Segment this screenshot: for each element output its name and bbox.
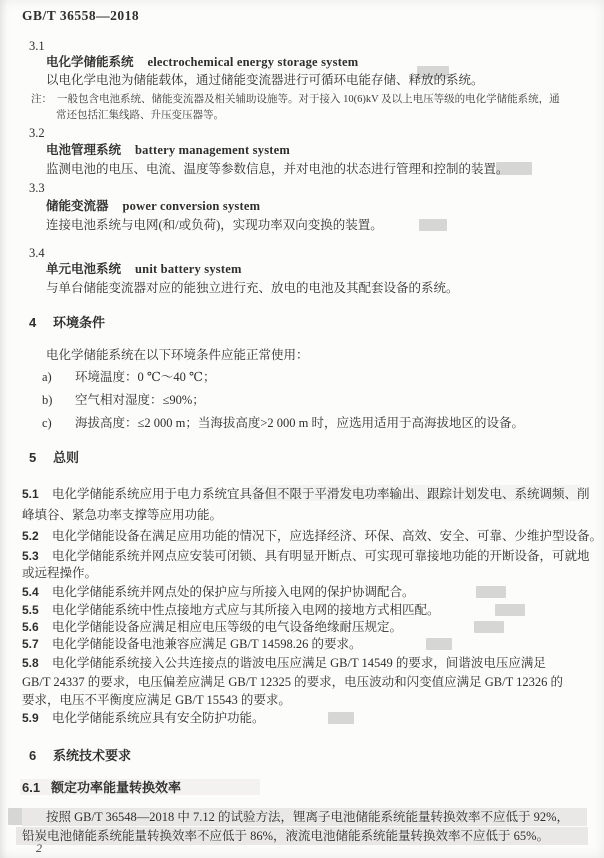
env-item-a-label: a) xyxy=(42,370,52,384)
term-3-2-title-zh: 电池管理系统 xyxy=(46,143,122,157)
para-5-8-line-3: 要求，电压不平衡度应满足 GB/T 15543 的要求。 xyxy=(22,693,291,707)
env-item-b-text: 空气相对湿度：≤90%； xyxy=(75,393,205,407)
scan-smudge xyxy=(426,638,452,650)
para-5-3-line-2: 或远程操作。 xyxy=(22,566,98,580)
clause-6-1-number: 6.1 xyxy=(22,780,41,795)
doc-code: GB/T 36558—2018 xyxy=(22,8,140,23)
term-3-3-number: 3.3 xyxy=(29,181,45,195)
clause-4-intro: 电化学储能系统在以下环境条件应能正常使用： xyxy=(46,348,309,362)
para-5-3-number: 5.3 xyxy=(22,549,39,563)
scan-smudge xyxy=(495,604,525,616)
scan-smudge xyxy=(419,219,447,231)
para-5-9-number: 5.9 xyxy=(22,711,39,725)
scan-edge-shadow xyxy=(0,0,7,858)
term-3-1-title-en: electrochemical energy storage system xyxy=(147,55,359,69)
env-item-c-label: c) xyxy=(42,416,52,430)
clause-6-title: 系统技术要求 xyxy=(53,748,132,763)
clause-6-number: 6 xyxy=(29,748,37,763)
para-5-9-text: 电化学储能系统应具有安全防护功能。 xyxy=(52,711,265,725)
para-5-2-number: 5.2 xyxy=(22,529,39,543)
term-3-1-definition: 以电化学电池为储能载体，通过储能变流器进行可循环电能存储、释放的系统。 xyxy=(46,73,484,87)
para-5-4-number: 5.4 xyxy=(22,585,39,599)
env-item-b xyxy=(42,393,205,408)
page-number: 2 xyxy=(36,841,42,855)
term-3-3-title-en: power conversion system xyxy=(122,199,261,213)
para-5-8-number: 5.8 xyxy=(22,656,39,670)
scan-smudge xyxy=(328,712,354,724)
para-5-2-line-1 xyxy=(22,529,602,544)
para-6-1-line-2: 铅炭电池储能系统能量转换效率不应低于 86%，液流电池储能系统能量转换效率不应低于 65%。 xyxy=(22,829,550,843)
clause-6-1-heading xyxy=(22,780,181,795)
term-3-2-number: 3.2 xyxy=(29,126,45,140)
para-5-5-text: 电化学储能系统中性点接地方式应与其所接入电网的接地方式相匹配。 xyxy=(52,603,440,617)
term-3-4-title-en: unit battery system xyxy=(135,262,242,276)
term-3-3-definition: 连接电池系统与电网(和/或负荷)，实现功率双向变换的装置。 xyxy=(46,218,383,232)
term-3-3-title-zh: 储能变流器 xyxy=(46,199,109,213)
term-3-1-note-line-2: 常还包括汇集线路、升压变压器等。 xyxy=(56,110,224,121)
para-5-6-text: 电化学储能设备应满足相应电压等级的电气设备绝缘耐压规定。 xyxy=(52,620,403,634)
para-5-1-number: 5.1 xyxy=(22,487,39,501)
term-3-4-title-zh: 单元电池系统 xyxy=(46,262,122,276)
para-5-1-line-1 xyxy=(22,487,590,502)
clause-6-1-title: 额定功率能量转换效率 xyxy=(51,780,182,795)
term-3-1-note-line-1 xyxy=(31,92,560,107)
env-item-b-label: b) xyxy=(42,393,53,407)
clause-4-number: 4 xyxy=(29,315,37,330)
term-3-2-definition: 监测电池的电压、电流、温度等参数信息，并对电池的状态进行管理和控制的装置。 xyxy=(46,162,509,176)
term-3-3-title xyxy=(46,199,260,214)
clause-4-title: 环境条件 xyxy=(53,315,106,330)
para-5-3-line-1 xyxy=(22,549,590,564)
note-text: 一般包含电池系统、储能变流器及相关辅助设施等。对于接入 10(6)kV 及以上电压等级的电化学储能系统，通 xyxy=(57,94,560,105)
term-3-1-title-zh: 电化学储能系统 xyxy=(46,55,134,69)
para-5-1-line-2: 峰填谷、紧急功率支撑等应用功能。 xyxy=(22,508,223,522)
para-5-7-line-1 xyxy=(22,637,362,652)
scan-smudge xyxy=(474,621,504,633)
term-3-4-title xyxy=(46,262,242,277)
para-5-8-line-1 xyxy=(22,656,546,671)
para-5-2-text: 电化学储能设备在满足应用功能的情况下，应选择经济、环保、高效、安全、可靠、少维护型设备。 xyxy=(52,529,603,543)
clause-5-number: 5 xyxy=(29,450,37,465)
clause-6-heading xyxy=(29,748,131,763)
para-5-7-text: 电化学储能设备电池兼容应满足 GB/T 14598.26 的要求。 xyxy=(52,637,362,651)
para-5-5-line-1 xyxy=(22,603,440,618)
para-5-8-line-2: GB/T 24337 的要求，电压偏差应满足 GB/T 12325 的要求，电压波动和闪变值应满足 GB/T 12326 的 xyxy=(22,675,563,689)
env-item-c xyxy=(42,416,524,431)
scan-smudge xyxy=(476,586,506,598)
para-5-1-text: 电化学储能系统应用于电力系统宜具备但不限于平滑发电功率输出、跟踪计划发电、系统调频、削 xyxy=(52,487,590,501)
clause-5-heading xyxy=(29,450,79,465)
clause-4-heading xyxy=(29,315,105,330)
para-5-4-line-1 xyxy=(22,585,415,600)
para-6-1-line-1: 按照 GB/T 36548—2018 中 7.12 的试验方法，锂离子电池储能系统能量转换效率不应低于 92%， xyxy=(46,810,570,824)
para-5-8-text: 电化学储能系统接入公共连接点的谐波电压应满足 GB/T 14549 的要求，间谐波电压应满足 xyxy=(52,656,546,670)
env-item-c-text: 海拔高度：≤2 000 m；当海拔高度>2 000 m 时，应选用适用于高海拔地区的设备。 xyxy=(75,416,524,430)
term-3-2-title xyxy=(46,143,290,158)
env-item-a-text: 环境温度：0 ℃～40 ℃； xyxy=(75,370,216,384)
note-label: 注： xyxy=(31,94,52,105)
clause-5-title: 总则 xyxy=(53,450,80,465)
term-3-1-number: 3.1 xyxy=(29,39,45,53)
term-3-4-number: 3.4 xyxy=(29,246,45,260)
para-5-3-text: 电化学储能系统并网点应安装可闭锁、具有明显开断点、可实现可靠接地功能的开断设备，可就地 xyxy=(52,549,590,563)
term-3-4-definition: 与单台储能变流器对应的能独立进行充、放电的电池及其配套设备的系统。 xyxy=(46,281,459,295)
para-5-5-number: 5.5 xyxy=(22,603,39,617)
env-item-a xyxy=(42,370,215,385)
para-5-7-number: 5.7 xyxy=(22,637,39,651)
term-3-1-title xyxy=(46,55,358,70)
para-5-9-line-1 xyxy=(22,711,265,726)
term-3-2-title-en: battery management system xyxy=(135,143,290,157)
para-5-6-line-1 xyxy=(22,620,402,635)
para-5-6-number: 5.6 xyxy=(22,620,39,634)
para-5-4-text: 电化学储能系统并网点处的保护应与所接入电网的保护协调配合。 xyxy=(52,585,415,599)
